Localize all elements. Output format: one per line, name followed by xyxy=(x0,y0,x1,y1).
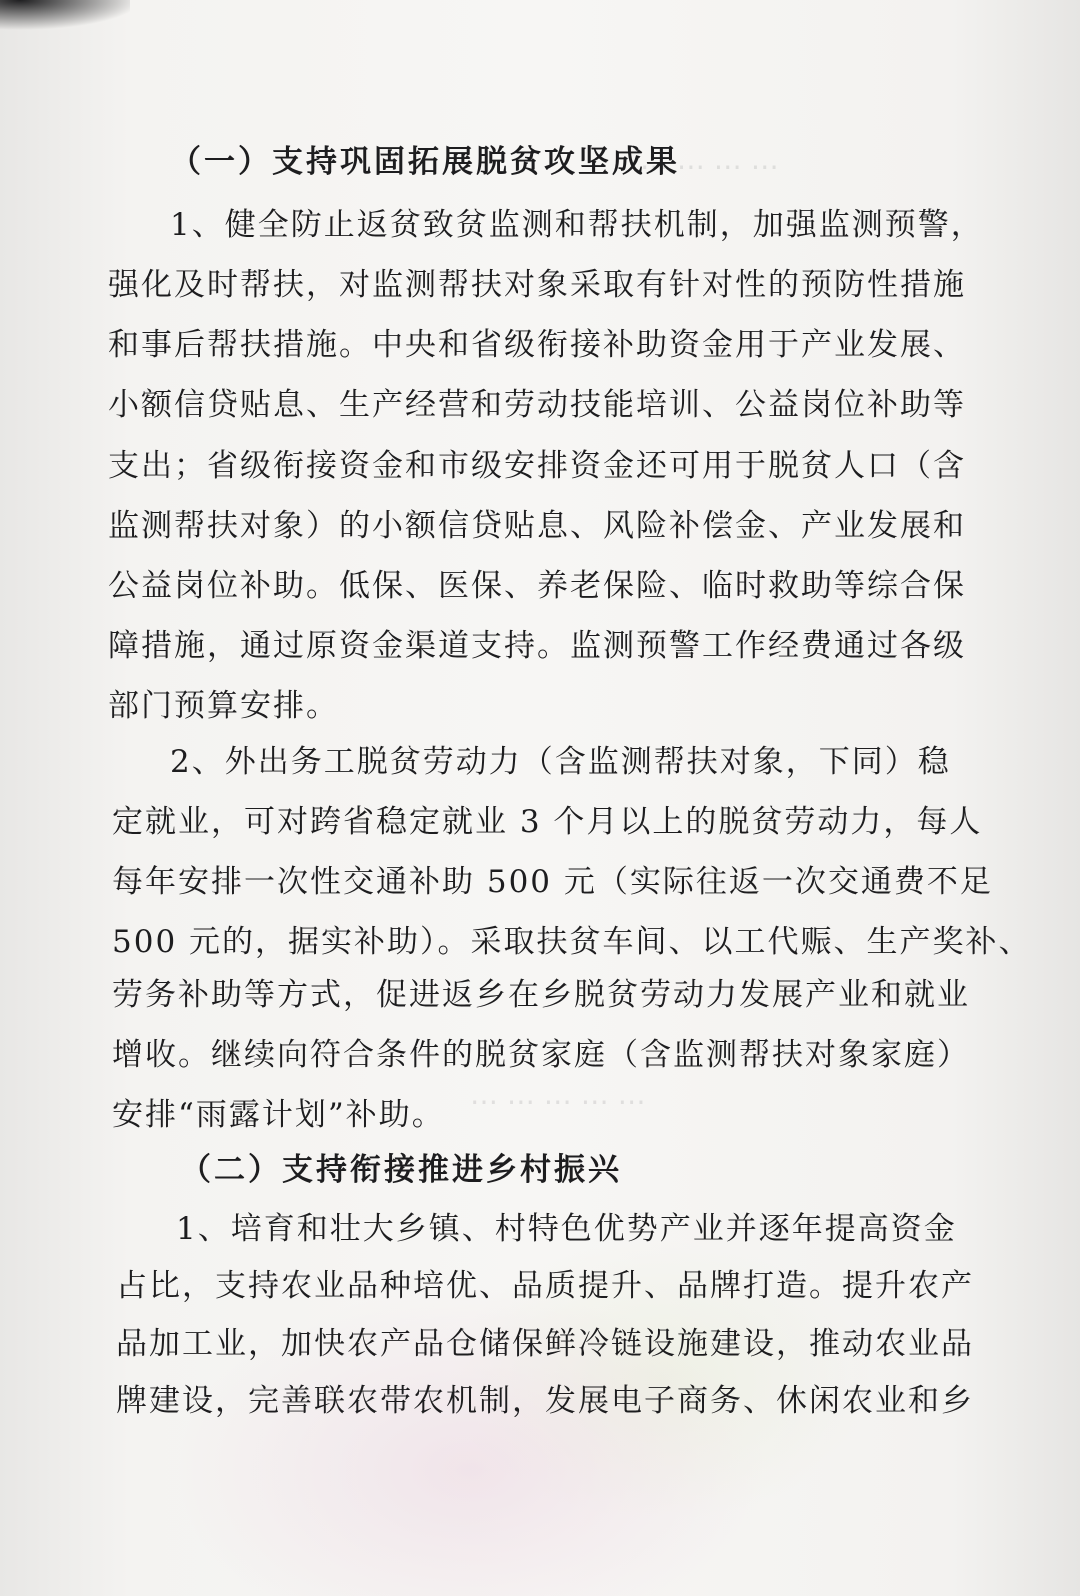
paragraph-line: 2、外出务工脱贫劳动力（含监测帮扶对象，下同）稳 xyxy=(170,744,951,780)
paragraph-line: 劳务补助等方式，促进返乡在乡脱贫劳动力发展产业和就业 xyxy=(112,977,970,1013)
paragraph-line: 监测帮扶对象）的小额信贷贴息、风险补偿金、产业发展和 xyxy=(108,508,966,544)
paragraph-line: 支出；省级衔接资金和市级安排资金还可用于脱贫人口（含 xyxy=(108,448,966,484)
paragraph-line: 部门预算安排。 xyxy=(108,688,339,724)
paragraph-line: 1、健全防止返贫致贫监测和帮扶机制，加强监测预警， xyxy=(170,207,984,243)
paragraph-line: 障措施，通过原资金渠道支持。监测预警工作经费通过各级 xyxy=(108,628,966,664)
paragraph-line: 品加工业，加快农产品仓储保鲜冷链设施建设，推动农业品 xyxy=(116,1326,974,1362)
paragraph-line: 增收。继续向符合条件的脱贫家庭（含监测帮扶对象家庭） xyxy=(112,1037,970,1073)
section-heading: （二）支持衔接推进乡村振兴 xyxy=(180,1152,622,1188)
paragraph-line: 500 元的，据实补助）。采取扶贫车间、以工代赈、生产奖补、 xyxy=(112,924,1032,960)
paragraph-line: 强化及时帮扶，对监测帮扶对象采取有针对性的预防性措施 xyxy=(108,267,966,303)
bleed-through-mark: ⋯ ⋯ ⋯ ⋯ xyxy=(640,150,779,183)
paragraph-line: 占比，支持农业品种培优、品质提升、品牌打造。提升农产 xyxy=(116,1268,974,1304)
paragraph-line: 1、培育和壮大乡镇、村特色优势产业并逐年提高资金 xyxy=(176,1211,957,1247)
paragraph-line: 牌建设，完善联农带农机制，发展电子商务、休闲农业和乡 xyxy=(116,1383,974,1419)
section-heading: （一）支持巩固拓展脱贫攻坚成果 xyxy=(170,144,680,180)
paragraph-line: 定就业，可对跨省稳定就业 3 个月以上的脱贫劳动力，每人 xyxy=(112,804,983,840)
paragraph-line: 和事后帮扶措施。中央和省级衔接补助资金用于产业发展、 xyxy=(108,327,966,363)
paragraph-line: 安排“雨露计划”补助。 xyxy=(112,1097,445,1133)
paragraph-line: 每年安排一次性交通补助 500 元（实际往返一次交通费不足 xyxy=(112,864,993,900)
paragraph-line: 小额信贷贴息、生产经营和劳动技能培训、公益岗位补助等 xyxy=(108,387,966,423)
paragraph-line: 公益岗位补助。低保、医保、养老保险、临时救助等综合保 xyxy=(108,568,966,604)
bleed-through-mark: ⋯ ⋯ ⋯ ⋯ ⋯ xyxy=(470,1085,646,1118)
